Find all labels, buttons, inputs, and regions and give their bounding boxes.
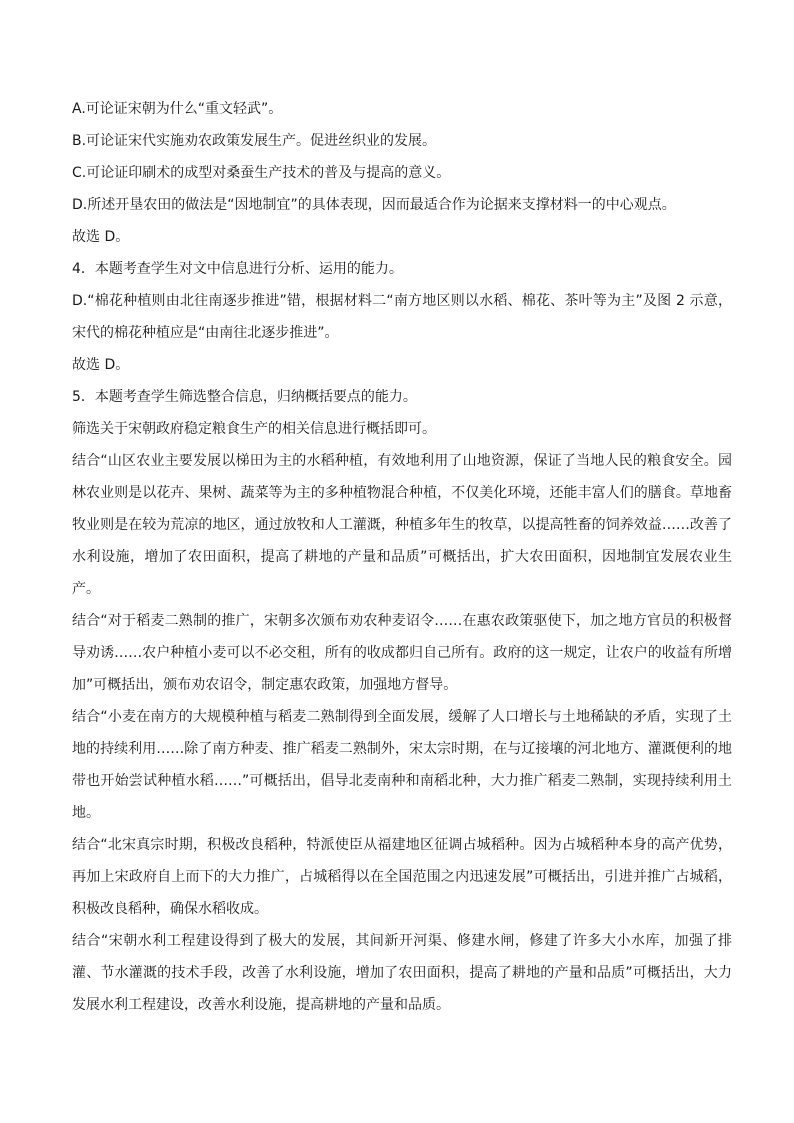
question-5-heading: 5．本题考查学生筛选整合信息，归纳概括要点的能力。 (72, 389, 417, 405)
question-5-point-4: 结合“北宋真宗时期，积极改良稻种，特派使臣从福建地区征调占城稻种。因为占城稻种本身的高产优势，再加上宋政府自上而下的大力推广，占城稻得以在全国范围之内迅速发展”可概括出，引进并推广占城稻，积极改良稻种，确保水稻收成。 (72, 837, 732, 917)
question-5-point-3: 结合“小麦在南方的大规模种植与稻麦二熟制得到全面发展，缓解了人口增长与土地稀缺的矛盾，实现了土地的持续利用……除了南方种麦、推广稻麦二熟制外，宋太宗时期，在与辽接壤的河北地方、灌溉便利的地带也开始尝试种植水稻……”可概括出，倡导北麦南种和南稻北种，大力推广稻麦二熟制，实现持续利用土地。 (72, 709, 732, 821)
document-page (72, 93, 732, 1021)
question-4-heading: 4．本题考查学生对文中信息进行分析、运用的能力。 (72, 261, 403, 277)
question-5-point-5: 结合“宋朝水利工程建设得到了极大的发展，其间新开河渠、修建水闸，修建了许多大小水库，加强了排灌、节水灌溉的技术手段，改善了水利设施，增加了农田面积，提高了耕地的产量和品质”可概括出，大力发展水利工程建设，改善水利设施，提高耕地的产量和品质。 (72, 933, 732, 1013)
option-d-text: D.所述开垦农田的做法是“因地制宜”的具体表现，因而最适合作为论据来支撑材料一的中心观点。 (72, 197, 676, 213)
answer-line-q3: 故选 D。 (72, 229, 130, 245)
option-a-text: A.可论证宋朝为什么“重文轻武”。 (72, 101, 283, 117)
answer-line-q4: 故选 D。 (72, 357, 130, 373)
question-5-instruction: 筛选关于宋朝政府稳定粮食生产的相关信息进行概括即可。 (72, 421, 436, 437)
option-c-text: C.可论证印刷术的成型对桑蚕生产技术的普及与提高的意义。 (72, 165, 451, 181)
question-5-point-1: 结合“山区农业主要发展以梯田为主的水稻种植，有效地利用了山地资源，保证了当地人民的粮食安全。园林农业则是以花卉、果树、蔬菜等为主的多种植物混合种植，不仅美化环境，还能丰富人们的膳食。草地畜牧业则是在较为荒凉的地区，通过放牧和人工灌溉，种植多年生的牧草，以提高牲畜的饲养效益……改善了水利设施，增加了农田面积，提高了耕地的产量和品质”可概括出，扩大农田面积，因地制宜发展农业生产。 (72, 453, 732, 597)
question-5-point-2: 结合“对于稻麦二熟制的推广，宋朝多次颁布劝农种麦诏令……在惠农政策驱使下，加之地方官员的积极督导劝诱……农户种植小麦可以不必交租，所有的收成都归自己所有。政府的这一规定，让农户的收益有所增加”可概括出，颁布劝农诏令，制定惠农政策，加强地方督导。 (72, 613, 732, 693)
option-b-text: B.可论证宋代实施劝农政策发展生产。促进丝织业的发展。 (72, 133, 437, 149)
question-4-analysis: D.“棉花种植则由北往南逐步推进”错，根据材料二“南方地区则以水稻、棉花、茶叶等为主”及图 2 示意，宋代的棉花种植应是“由南往北逐步推进”。 (72, 293, 732, 341)
